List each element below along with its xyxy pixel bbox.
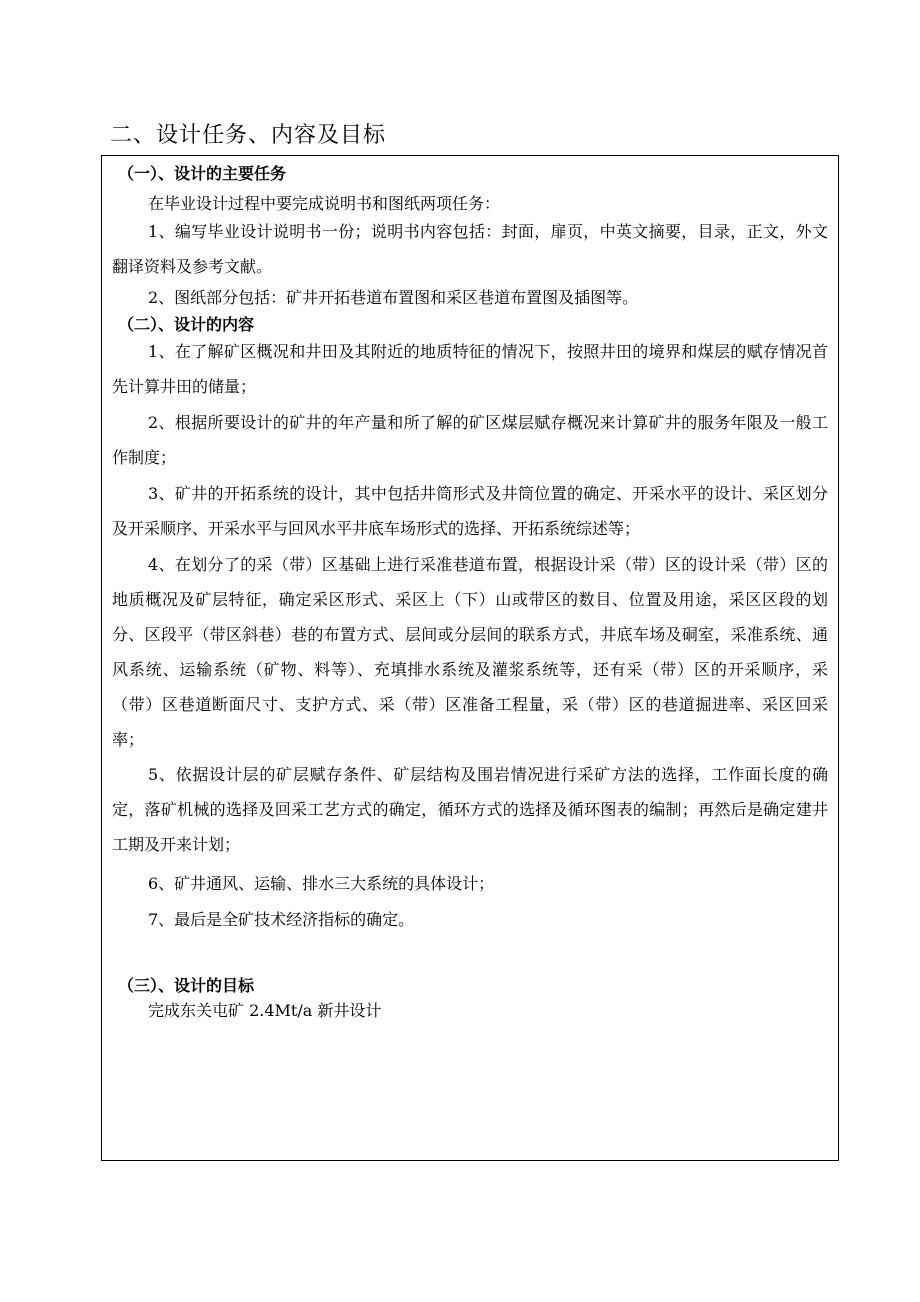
section2-item6: 6、矿井通风、运输、排水三大系统的具体设计； [148, 874, 495, 893]
section2-item3: 3、矿井的开拓系统的设计，其中包括井筒形式及井筒位置的确定、开采水平的设计、采区划分及开采顺序、开采水平与回风水平井底车场形式的选择、开拓系统综述等； [112, 484, 828, 538]
section1-item2: 2、图纸部分包括：矿井开拓巷道布置图和采区巷道布置图及插图等。 [148, 288, 639, 307]
task-table [101, 155, 839, 1161]
section2-heading: （二）、设计的内容 [118, 315, 255, 334]
section2-item7: 7、最后是全矿技术经济指标的确定。 [148, 910, 415, 929]
page-title: 二、设计任务、内容及目标 [110, 123, 387, 148]
section1-item1: 1、编写毕业设计说明书一份；说明书内容包括：封面，扉页，中英文摘要，目录，正文，外文翻译资料及参考文献。 [112, 222, 828, 276]
section3-target: 完成东关屯矿 2.4Mt/a 新井设计 [148, 1001, 382, 1020]
section2-item5: 5、依据设计层的矿层赋存条件、矿层结构及围岩情况进行采矿方法的选择，工作面长度的确定，落矿机械的选择及回采工艺方式的确定，循环方式的选择及循环图表的编制；再然后是确定建井工期及开来计划； [112, 765, 828, 854]
section1-heading: （一）、设计的主要任务 [118, 164, 287, 183]
section2-item4: 4、在划分了的采（带）区基础上进行采准巷道布置，根据设计采（带）区的设计采（带）区的地质概况及矿层特征，确定采区形式、采区上（下）山或带区的数目、位置及用途，采区区段的划分、区段平（带区斜巷）巷的布置方式、层间或分层间的联系方式，井底车场及硐室，采准系统、通风系统、运输系统（矿物、料等）、充填排水系统及灌浆系统等，还有采（带）区的开采顺序，采（带）区巷道断面尺寸、支护方式、采（带）区准备工程量，采（带）区的巷道掘进率、采区回采率； [112, 555, 828, 749]
section2-item1: 1、在了解矿区概况和井田及其附近的地质特征的情况下，按照井田的境界和煤层的赋存情况首先计算井田的储量； [112, 342, 828, 396]
section2-item2: 2、根据所要设计的矿井的年产量和所了解的矿区煤层赋存概况来计算矿井的服务年限及一般工作制度； [112, 413, 828, 467]
section1-intro: 在毕业设计过程中要完成说明书和图纸两项任务： [148, 194, 501, 213]
section3-heading: （三）、设计的目标 [118, 976, 255, 995]
